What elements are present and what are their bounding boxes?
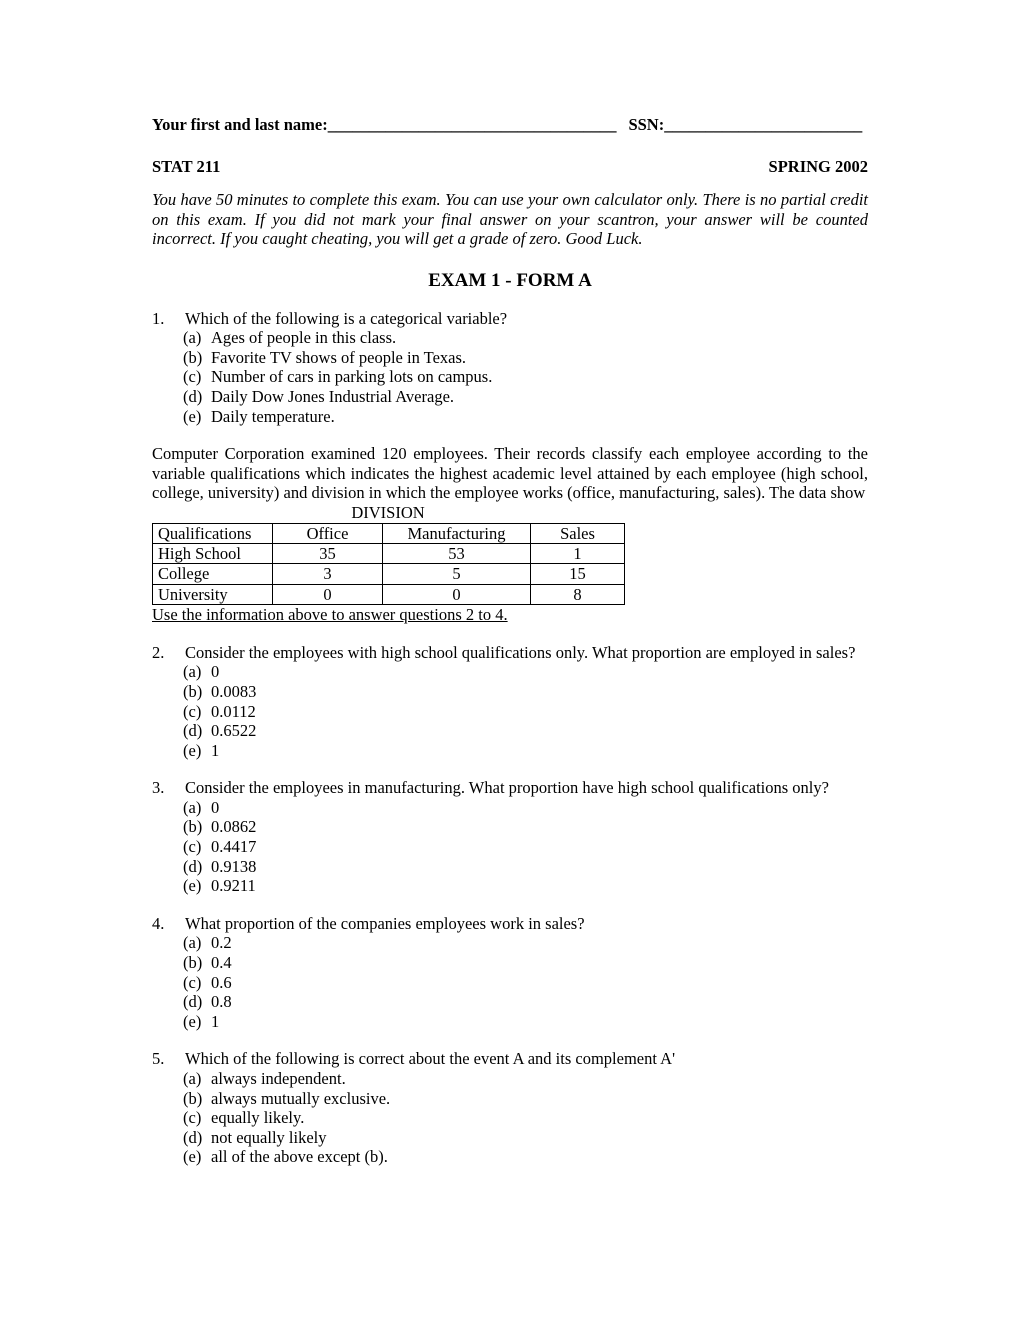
cell-value: 5 — [383, 564, 531, 584]
choice-c — [183, 367, 868, 387]
choice-letter: (a) — [183, 1069, 202, 1088]
cell-value: 35 — [273, 543, 383, 563]
question-text: Which of the following is correct about the event A and its complement A' — [185, 1049, 676, 1069]
question-2 — [152, 643, 868, 761]
table-row — [153, 564, 625, 584]
choice-letter: (b) — [183, 1088, 203, 1108]
choice-c — [183, 1108, 868, 1128]
question-3-choices — [183, 798, 868, 896]
choice-e — [183, 1147, 868, 1167]
choice-text: 0.4 — [211, 953, 232, 973]
choice-letter: (c) — [183, 367, 202, 387]
question-5 — [152, 1049, 868, 1167]
name-blank-line: ___________________________________ — [327, 115, 617, 134]
table-row — [153, 543, 625, 563]
choice-text: 0 — [211, 797, 220, 817]
choice-text: 0.9211 — [211, 876, 256, 896]
cell-value: 1 — [531, 543, 625, 563]
choice-letter: (e) — [183, 876, 202, 896]
choice-text: 1 — [211, 1011, 220, 1031]
question-1-choices — [183, 328, 868, 426]
choice-text: 1 — [211, 740, 220, 760]
choice-letter: (c) — [183, 837, 202, 857]
choice-letter: (d) — [183, 856, 203, 876]
term-label: SPRING 2002 — [768, 156, 868, 176]
cell-value: 53 — [383, 543, 531, 563]
choice-b — [183, 348, 868, 368]
header-manufacturing: Manufacturing — [383, 523, 531, 543]
choice-d — [183, 992, 868, 1012]
table-usage-note: Use the information above to answer questions 2 to 4. — [152, 605, 508, 625]
question-text: Consider the employees with high school qualifications only. What proportion are employed in sales? — [185, 642, 856, 662]
choice-letter: (e) — [183, 1011, 202, 1031]
ssn-blank-line: ________________________ — [664, 115, 863, 134]
choice-text: Daily temperature. — [211, 406, 335, 426]
choice-text: 0.0083 — [211, 681, 257, 701]
choice-b — [183, 682, 868, 702]
context-paragraph: Computer Corporation examined 120 employees. Their records classify each employee according to the variable qualifications which indicates the highest academic level attained by each employee (high school, college, university) and division in which the employee works (office, manufacturing, sales). The data show — [152, 444, 868, 503]
course-term-line — [152, 157, 868, 177]
choice-letter: (e) — [183, 740, 202, 760]
choice-letter: (a) — [183, 933, 202, 953]
question-text: Consider the employees in manufacturing. What proportion have high school qualifications only? — [185, 778, 829, 798]
exam-instructions: You have 50 minutes to complete this exam. You can use your own calculator only. There is no partial credit on this exam. If you did not mark your final answer on your scantron, your answer will be counted incorrect. If you caught cheating, you will get a grade of zero. Good Luck. — [152, 190, 868, 249]
choice-a — [183, 1069, 868, 1089]
question-2-choices — [183, 662, 868, 760]
choice-c — [183, 702, 868, 722]
division-table-block — [152, 503, 868, 625]
choice-letter: (d) — [183, 721, 203, 741]
choice-text: 0.0862 — [211, 817, 257, 837]
choice-text: always independent. — [211, 1069, 346, 1088]
choice-text: Favorite TV shows of people in Texas. — [211, 347, 467, 367]
choice-text: all of the above except (b). — [211, 1147, 388, 1167]
row-label-university: University — [153, 584, 273, 604]
question-text: Which of the following is a categorical variable? — [185, 308, 508, 328]
choice-letter: (b) — [183, 817, 203, 837]
choice-letter: (d) — [183, 992, 203, 1012]
choice-text: 0.0112 — [211, 701, 256, 721]
question-5-choices — [183, 1069, 868, 1167]
choice-a — [183, 662, 868, 682]
question-3 — [152, 778, 868, 896]
choice-text: 0.8 — [211, 992, 232, 1012]
cell-value: 8 — [531, 584, 625, 604]
choice-a — [183, 798, 868, 818]
row-label-high-school: High School — [153, 543, 273, 563]
choice-letter: (c) — [183, 701, 202, 721]
name-label: Your first and last name: — [152, 115, 328, 134]
choice-c — [183, 973, 868, 993]
question-number: 5. — [152, 1049, 165, 1069]
choice-text: Ages of people in this class. — [211, 328, 397, 348]
choice-a — [183, 328, 868, 348]
question-4-choices — [183, 933, 868, 1031]
choice-b — [183, 1089, 868, 1109]
choice-text: not equally likely — [211, 1127, 327, 1147]
choice-d — [183, 857, 868, 877]
choice-e — [183, 876, 868, 896]
choice-text: 0.4417 — [211, 837, 257, 857]
question-number: 3. — [152, 778, 165, 798]
choice-letter: (e) — [183, 406, 202, 426]
choice-letter: (e) — [183, 1147, 202, 1167]
division-table — [152, 523, 625, 606]
choice-letter: (c) — [183, 972, 202, 992]
choice-b — [183, 817, 868, 837]
question-number: 4. — [152, 913, 165, 933]
choice-e — [183, 1012, 868, 1032]
choice-text: equally likely. — [211, 1108, 305, 1128]
header-qualifications: Qualifications — [153, 523, 273, 543]
header-office: Office — [273, 523, 383, 543]
course-code: STAT 211 — [152, 156, 221, 176]
choice-text: 0.6522 — [211, 721, 257, 741]
question-1 — [152, 309, 868, 427]
question-number: 2. — [152, 642, 165, 662]
choice-d — [183, 721, 868, 741]
choice-letter: (b) — [183, 681, 203, 701]
choice-letter: (a) — [183, 662, 202, 682]
row-label-college: College — [153, 564, 273, 584]
choice-text: 0.6 — [211, 972, 232, 992]
exam-title: EXAM 1 - FORM A — [428, 269, 592, 291]
table-row — [153, 584, 625, 604]
choice-e — [183, 407, 868, 427]
table-header-row — [153, 523, 625, 543]
header-sales: Sales — [531, 523, 625, 543]
choice-text: Daily Dow Jones Industrial Average. — [211, 386, 455, 406]
choice-c — [183, 837, 868, 857]
choice-letter: (a) — [183, 797, 202, 817]
choice-e — [183, 741, 868, 761]
cell-value: 0 — [383, 584, 531, 604]
question-number: 1. — [152, 308, 165, 328]
choice-b — [183, 953, 868, 973]
cell-value: 0 — [273, 584, 383, 604]
choice-a — [183, 933, 868, 953]
cell-value: 3 — [273, 564, 383, 584]
choice-text: 0.9138 — [211, 856, 257, 876]
choice-letter: (b) — [183, 953, 203, 973]
question-4 — [152, 914, 868, 1032]
choice-text: 0.2 — [211, 933, 232, 953]
question-text: What proportion of the companies employees work in sales? — [185, 913, 585, 933]
choice-letter: (a) — [183, 328, 202, 348]
choice-text: Number of cars in parking lots on campus. — [211, 367, 493, 387]
ssn-label: SSN: — [628, 115, 665, 134]
name-ssn-line — [152, 115, 868, 135]
choice-d — [183, 1128, 868, 1148]
choice-letter: (d) — [183, 386, 203, 406]
choice-d — [183, 387, 868, 407]
cell-value: 15 — [531, 564, 625, 584]
choice-letter: (c) — [183, 1108, 202, 1128]
choice-text: always mutually exclusive. — [211, 1088, 391, 1108]
choice-letter: (d) — [183, 1127, 203, 1147]
choice-text: 0 — [211, 662, 220, 682]
table-title: DIVISION — [351, 502, 425, 522]
choice-letter: (b) — [183, 347, 203, 367]
